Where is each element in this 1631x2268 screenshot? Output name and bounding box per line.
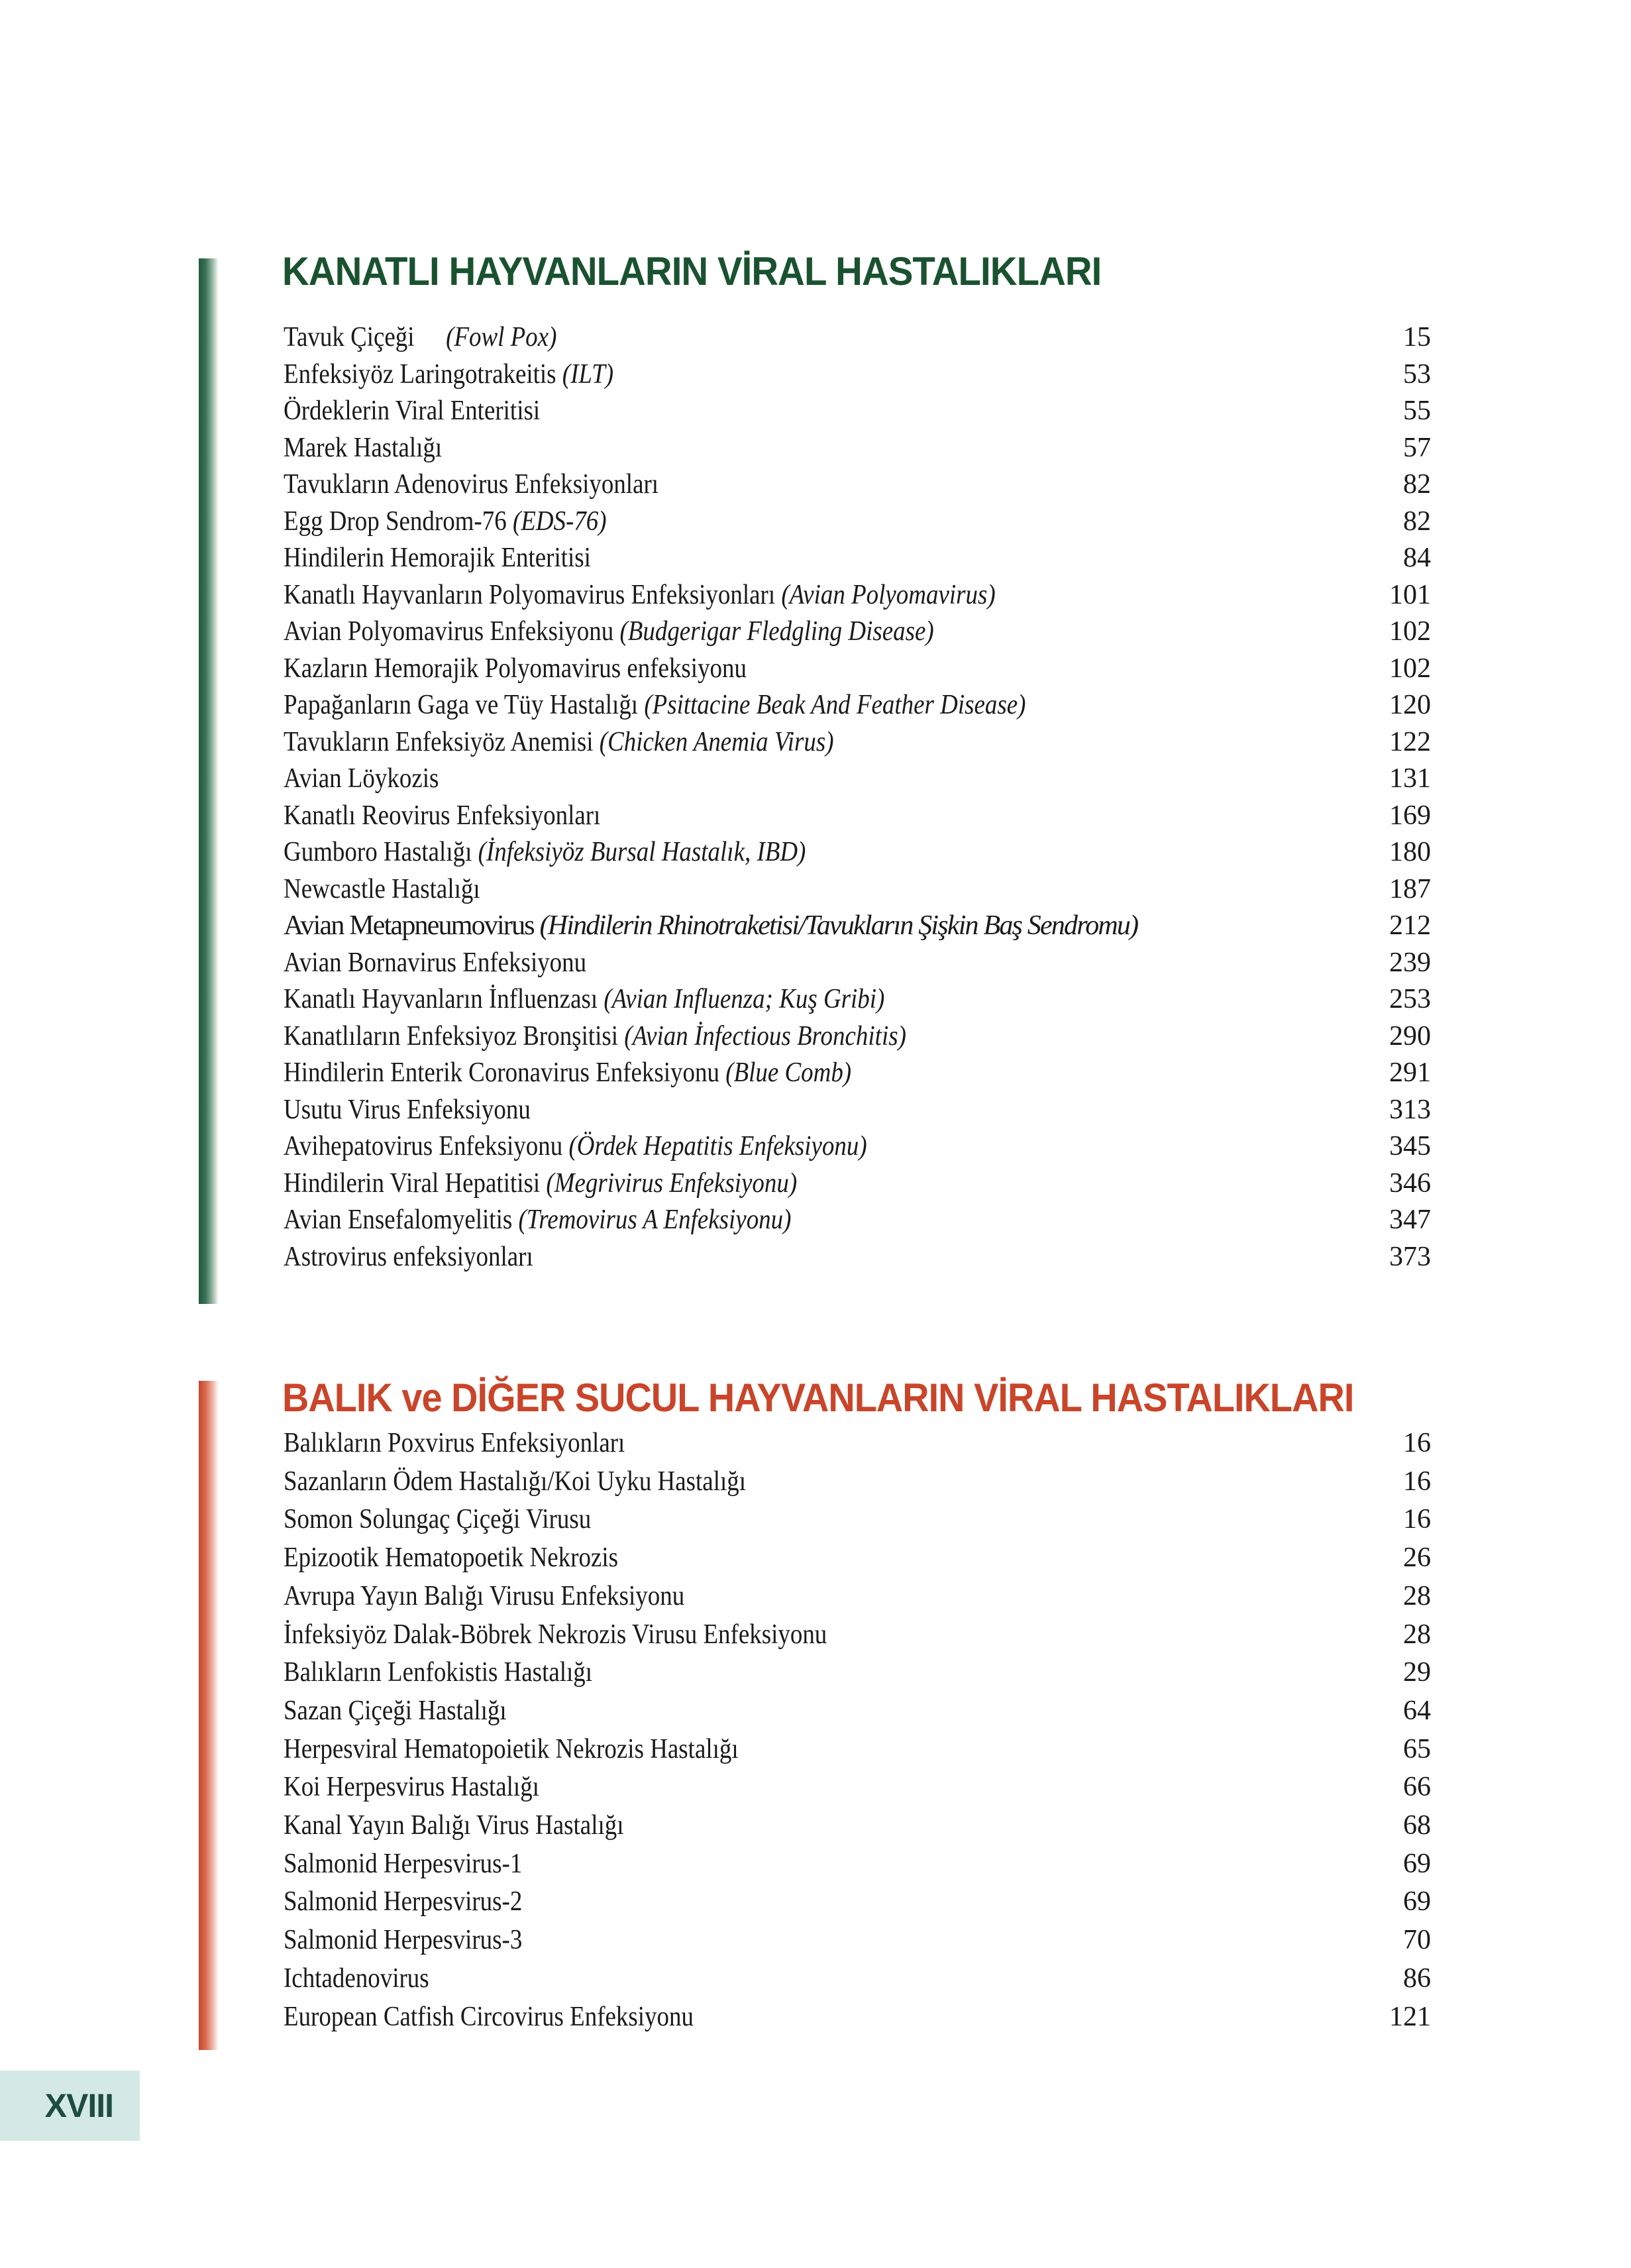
toc-entry[interactable] <box>284 356 1431 394</box>
toc-entry-title <box>284 1018 1241 1055</box>
toc-entry[interactable] <box>284 798 1431 835</box>
toc-entry-title <box>284 466 1241 504</box>
toc-entry-title <box>284 945 1241 982</box>
toc-entry-subtitle: (Hindilerin Rhinotraketisi/Tavukların Şişkin Baş Sendromu) <box>539 910 1138 941</box>
toc-entry-main-title: Kanatlı Reovirus Enfeksiyonları <box>284 800 601 831</box>
toc-entry-title <box>284 319 1241 356</box>
toc-entry[interactable] <box>284 1692 1431 1731</box>
toc-entry-main-title: Hindilerin Enterik Coronavirus Enfeksiyonu <box>284 1057 726 1088</box>
toc-entry-page-number: 347 <box>1389 1205 1431 1235</box>
folio-badge <box>0 2071 140 2141</box>
toc-entry[interactable] <box>284 1921 1431 1960</box>
toc-entry-title <box>284 908 1257 945</box>
toc-entry-title <box>284 1202 1241 1239</box>
toc-entry-title <box>284 393 1241 430</box>
toc-entry-title <box>284 614 1241 651</box>
toc-entry-title <box>284 1616 1241 1654</box>
toc-entry-title <box>284 981 1241 1018</box>
toc-entry-page-number: 82 <box>1403 506 1431 537</box>
toc-entry[interactable] <box>284 1998 1431 2037</box>
toc-entry-title <box>284 651 1241 688</box>
toc-entry[interactable] <box>284 540 1431 577</box>
toc-entry-page-number: 169 <box>1389 800 1431 831</box>
toc-entry[interactable] <box>284 577 1431 614</box>
toc-entry-main-title: Salmonid Herpesvirus-3 <box>284 1925 523 1956</box>
toc-entry-main-title: Balıkların Poxvirus Enfeksiyonları <box>284 1428 625 1458</box>
toc-entry[interactable] <box>284 1501 1431 1539</box>
toc-entry[interactable] <box>284 430 1431 467</box>
toc-entry-main-title: Sazanların Ödem Hastalığı/Koi Uyku Hastalığı <box>284 1466 746 1497</box>
toc-entry-subtitle: (Tremovirus A Enfeksiyonu) <box>518 1205 792 1235</box>
toc-entry[interactable] <box>284 687 1431 724</box>
toc-entry-main-title: Avian Bornavirus Enfeksiyonu <box>284 947 587 978</box>
toc-entry-main-title: Koi Herpesvirus Hastalığı <box>284 1772 539 1803</box>
toc-entry-page-number: 55 <box>1403 396 1431 426</box>
toc-entry-main-title: Egg Drop Sendrom-76 <box>284 506 513 537</box>
toc-entry[interactable] <box>284 724 1431 761</box>
toc-entry[interactable] <box>284 1055 1431 1092</box>
toc-entry[interactable] <box>284 504 1431 541</box>
toc-entry-main-title: Kanatlı Hayvanların İnfluenzası <box>284 984 604 1014</box>
toc-entry-main-title: Tavukların Adenovirus Enfeksiyonları <box>284 469 659 500</box>
toc-entry-page-number: 345 <box>1389 1131 1431 1161</box>
toc-entry[interactable] <box>284 1425 1431 1463</box>
toc-entry-page-number: 66 <box>1403 1772 1431 1803</box>
section-heading-poultry: KANATLI HAYVANLARIN VİRAL HASTALIKLARI <box>282 249 1102 294</box>
toc-entry-title <box>284 1501 1241 1539</box>
toc-entry-page-number: 70 <box>1403 1925 1431 1956</box>
toc-entry[interactable] <box>284 1578 1431 1616</box>
toc-entry-subtitle: (Fowl Pox) <box>446 322 557 352</box>
toc-entry[interactable] <box>284 466 1431 504</box>
toc-entry-main-title: Kanal Yayın Balığı Virus Hastalığı <box>284 1810 624 1841</box>
toc-entry-page-number: 86 <box>1403 1963 1431 1994</box>
toc-entry-page-number: 101 <box>1389 579 1431 610</box>
toc-entry-page-number: 84 <box>1403 543 1431 573</box>
toc-entry-main-title: Newcastle Hastalığı <box>284 873 480 904</box>
toc-entry-main-title: Sazan Çiçeği Hastalığı <box>284 1695 507 1726</box>
toc-entry-page-number: 28 <box>1403 1619 1431 1650</box>
toc-entry[interactable] <box>284 1807 1431 1845</box>
toc-entry-page-number: 64 <box>1403 1695 1431 1726</box>
toc-entry-title <box>284 1807 1241 1845</box>
toc-entry-main-title: Kanatlıların Enfeksiyoz Bronşitisi <box>284 1020 625 1052</box>
toc-entry-subtitle: (Budgerigar Fledgling Disease) <box>619 616 934 647</box>
toc-entry-title <box>284 724 1241 761</box>
toc-entry-page-number: 187 <box>1389 873 1431 904</box>
section-accent-bar-poultry <box>199 258 219 1304</box>
toc-entry-page-number: 180 <box>1389 837 1431 867</box>
toc-entry-page-number: 131 <box>1389 763 1431 794</box>
toc-entry-title <box>284 687 1241 724</box>
toc-entry-main-title: Avihepatovirus Enfeksiyonu <box>284 1131 569 1161</box>
page-number: XVIII <box>44 2087 113 2124</box>
toc-entry-main-title: Avian Ensefalomyelitis <box>284 1205 519 1235</box>
toc-entry-main-title: Balıkların Lenfokistis Hastalığı <box>284 1657 593 1688</box>
toc-entry-main-title: Somon Solungaç Çiçeği Virusu <box>284 1504 592 1535</box>
toc-entry[interactable] <box>284 945 1431 982</box>
toc-entry-title <box>284 1539 1241 1578</box>
toc-entry-main-title: Avian Löykozis <box>284 763 439 794</box>
toc-entry-main-title: Avian Metapneumovirus <box>284 910 540 941</box>
toc-entry-title <box>284 1883 1241 1921</box>
toc-entry-subtitle: (Avian Influenza; Kuş Gribi) <box>604 984 885 1014</box>
toc-entry[interactable] <box>284 1165 1431 1203</box>
toc-entry-title <box>284 1165 1241 1203</box>
toc-entry-main-title: Gumboro Hastalığı <box>284 837 478 867</box>
toc-entry-title <box>284 1055 1241 1092</box>
toc-entry-main-title: Avrupa Yayın Balığı Virusu Enfeksiyonu <box>284 1580 685 1611</box>
toc-entry-subtitle: (Blue Comb) <box>725 1057 852 1088</box>
toc-entry-page-number: 15 <box>1403 322 1431 352</box>
toc-entry-page-number: 26 <box>1403 1542 1431 1574</box>
toc-entry-title <box>284 1425 1241 1463</box>
toc-entry-page-number: 16 <box>1403 1466 1431 1497</box>
toc-entry[interactable] <box>284 1960 1431 1998</box>
toc-entry-main-title: Epizootik Hematopoetik Nekrozis <box>284 1542 618 1574</box>
toc-entry[interactable] <box>284 1128 1431 1165</box>
toc-entry-main-title: Salmonid Herpesvirus-1 <box>284 1848 523 1879</box>
toc-entry-page-number: 28 <box>1403 1580 1431 1611</box>
toc-entry-title <box>284 356 1241 394</box>
toc-entry-page-number: 253 <box>1389 984 1431 1014</box>
toc-entry-main-title: Hindilerin Viral Hepatitisi <box>284 1167 547 1199</box>
toc-entry-page-number: 313 <box>1389 1094 1431 1125</box>
toc-entry[interactable] <box>284 1018 1431 1055</box>
toc-entry-page-number: 373 <box>1389 1241 1431 1272</box>
toc-entry-title <box>284 1128 1241 1165</box>
toc-entry-page-number: 239 <box>1389 947 1431 978</box>
toc-entry-main-title: Papağanların Gaga ve Tüy Hastalığı <box>284 690 645 720</box>
toc-entry-page-number: 212 <box>1389 910 1431 941</box>
toc-entry-title <box>284 1845 1241 1884</box>
toc-entry-page-number: 16 <box>1403 1504 1431 1535</box>
toc-entry-title <box>284 1239 1241 1276</box>
toc-entry-page-number: 65 <box>1403 1733 1431 1764</box>
toc-entry-page-number: 16 <box>1403 1428 1431 1458</box>
toc-entry-subtitle: (Psittacine Beak And Feather Disease) <box>644 690 1026 720</box>
toc-entry-main-title: Ördeklerin Viral Enteritisi <box>284 396 541 426</box>
toc-entry-page-number: 102 <box>1389 653 1431 684</box>
toc-entry-title <box>284 1731 1241 1769</box>
toc-entry-subtitle: (EDS-76) <box>512 506 607 537</box>
toc-entry-title <box>284 1692 1241 1731</box>
toc-entry-title <box>284 1998 1241 2037</box>
toc-entry-title <box>284 504 1241 541</box>
toc-entry-page-number: 57 <box>1403 432 1431 463</box>
toc-entry-title <box>284 540 1241 577</box>
toc-entry-page-number: 29 <box>1403 1657 1431 1688</box>
toc-entry[interactable] <box>284 1883 1431 1921</box>
toc-entry-page-number: 69 <box>1403 1886 1431 1917</box>
toc-entry[interactable] <box>284 1463 1431 1501</box>
toc-entry-page-number: 122 <box>1389 726 1431 757</box>
toc-entry-subtitle: (Megrivirus Enfeksiyonu) <box>546 1167 798 1199</box>
toc-entry-main-title: İnfeksiyöz Dalak-Böbrek Nekrozis Virusu Enfeksiyonu <box>284 1619 827 1650</box>
section-heading-aquatic: BALIK ve DİĞER SUCUL HAYVANLARIN VİRAL HASTALIKLARI <box>282 1376 1354 1420</box>
toc-entry[interactable] <box>284 871 1431 908</box>
toc-entry[interactable] <box>284 1768 1431 1807</box>
toc-entry-main-title: Ichtadenovirus <box>284 1963 429 1994</box>
toc-entry-subtitle: (Avian Polyomavirus) <box>781 579 996 610</box>
toc-entry-title <box>284 871 1241 908</box>
toc-entry-title <box>284 577 1241 614</box>
toc-entry[interactable] <box>284 761 1431 798</box>
toc-entry[interactable] <box>284 1616 1431 1654</box>
toc-entry[interactable] <box>284 834 1431 871</box>
toc-entry[interactable] <box>284 1731 1431 1769</box>
toc-entry-main-title: Marek Hastalığı <box>284 432 443 463</box>
toc-list-aquatic <box>284 1425 1431 2036</box>
section-accent-bar-aquatic <box>199 1381 219 2050</box>
toc-entry-page-number: 68 <box>1403 1810 1431 1841</box>
toc-entry-main-title: Tavukların Enfeksiyöz Anemisi <box>284 726 600 757</box>
toc-entry-page-number: 346 <box>1389 1167 1431 1199</box>
toc-entry-page-number: 53 <box>1403 358 1431 390</box>
toc-entry[interactable] <box>284 1845 1431 1884</box>
toc-entry-main-title: Hindilerin Hemorajik Enteritisi <box>284 543 591 573</box>
toc-entry[interactable] <box>284 908 1431 945</box>
toc-entry-subtitle: (ILT) <box>562 358 614 390</box>
toc-entry-subtitle: (Chicken Anemia Virus) <box>599 726 834 757</box>
toc-entry-subtitle: (Ördek Hepatitis Enfeksiyonu) <box>568 1131 867 1161</box>
toc-entry[interactable] <box>284 319 1431 356</box>
toc-entry[interactable] <box>284 1202 1431 1239</box>
toc-entry-page-number: 102 <box>1389 616 1431 647</box>
toc-entry[interactable] <box>284 651 1431 688</box>
toc-entry-title <box>284 1092 1241 1129</box>
toc-entry-main-title: Astrovirus enfeksiyonları <box>284 1241 533 1272</box>
toc-entry[interactable] <box>284 1654 1431 1692</box>
toc-entry-title <box>284 798 1241 835</box>
toc-entry-page-number: 120 <box>1389 690 1431 720</box>
toc-entry[interactable] <box>284 614 1431 651</box>
toc-entry[interactable] <box>284 1539 1431 1578</box>
toc-entry-main-title: Enfeksiyöz Laringotrakeitis <box>284 358 562 390</box>
toc-entry[interactable] <box>284 1092 1431 1129</box>
toc-entry-main-title: Herpesviral Hematopoietik Nekrozis Hastalığı <box>284 1733 739 1764</box>
toc-entry-page-number: 69 <box>1403 1848 1431 1879</box>
toc-entry-main-title: Kazların Hemorajik Polyomavirus enfeksiyonu <box>284 653 747 684</box>
toc-entry-page-number: 291 <box>1389 1057 1431 1088</box>
toc-entry-title <box>284 430 1241 467</box>
toc-entry-main-title: Kanatlı Hayvanların Polyomavirus Enfeksiyonları <box>284 579 782 610</box>
toc-list-poultry <box>284 319 1431 1275</box>
toc-entry-title <box>284 1768 1241 1807</box>
toc-entry-main-title: Tavuk Çiçeği <box>284 322 415 352</box>
toc-entry-title <box>284 1921 1241 1960</box>
toc-entry-page-number: 290 <box>1389 1020 1431 1052</box>
toc-entry[interactable] <box>284 393 1431 430</box>
toc-entry-title <box>284 834 1241 871</box>
toc-entry-title <box>284 1578 1241 1616</box>
toc-entry-main-title: Avian Polyomavirus Enfeksiyonu <box>284 616 620 647</box>
toc-entry-page-number: 82 <box>1403 469 1431 500</box>
toc-entry-title <box>284 1463 1241 1501</box>
toc-entry-title <box>284 761 1241 798</box>
toc-entry-title <box>284 1654 1241 1692</box>
toc-entry[interactable] <box>284 981 1431 1018</box>
toc-entry-page-number: 121 <box>1389 2001 1431 2032</box>
toc-entry-subtitle: (Avian İnfectious Bronchitis) <box>624 1020 906 1052</box>
toc-entry-title <box>284 1960 1241 1998</box>
toc-entry[interactable] <box>284 1239 1431 1276</box>
toc-entry-main-title: Usutu Virus Enfeksiyonu <box>284 1094 531 1125</box>
toc-entry-main-title: Salmonid Herpesvirus-2 <box>284 1886 523 1917</box>
toc-entry-main-title: European Catfish Circovirus Enfeksiyonu <box>284 2001 694 2032</box>
toc-entry-subtitle: (İnfeksiyöz Bursal Hastalık, IBD) <box>478 837 806 867</box>
